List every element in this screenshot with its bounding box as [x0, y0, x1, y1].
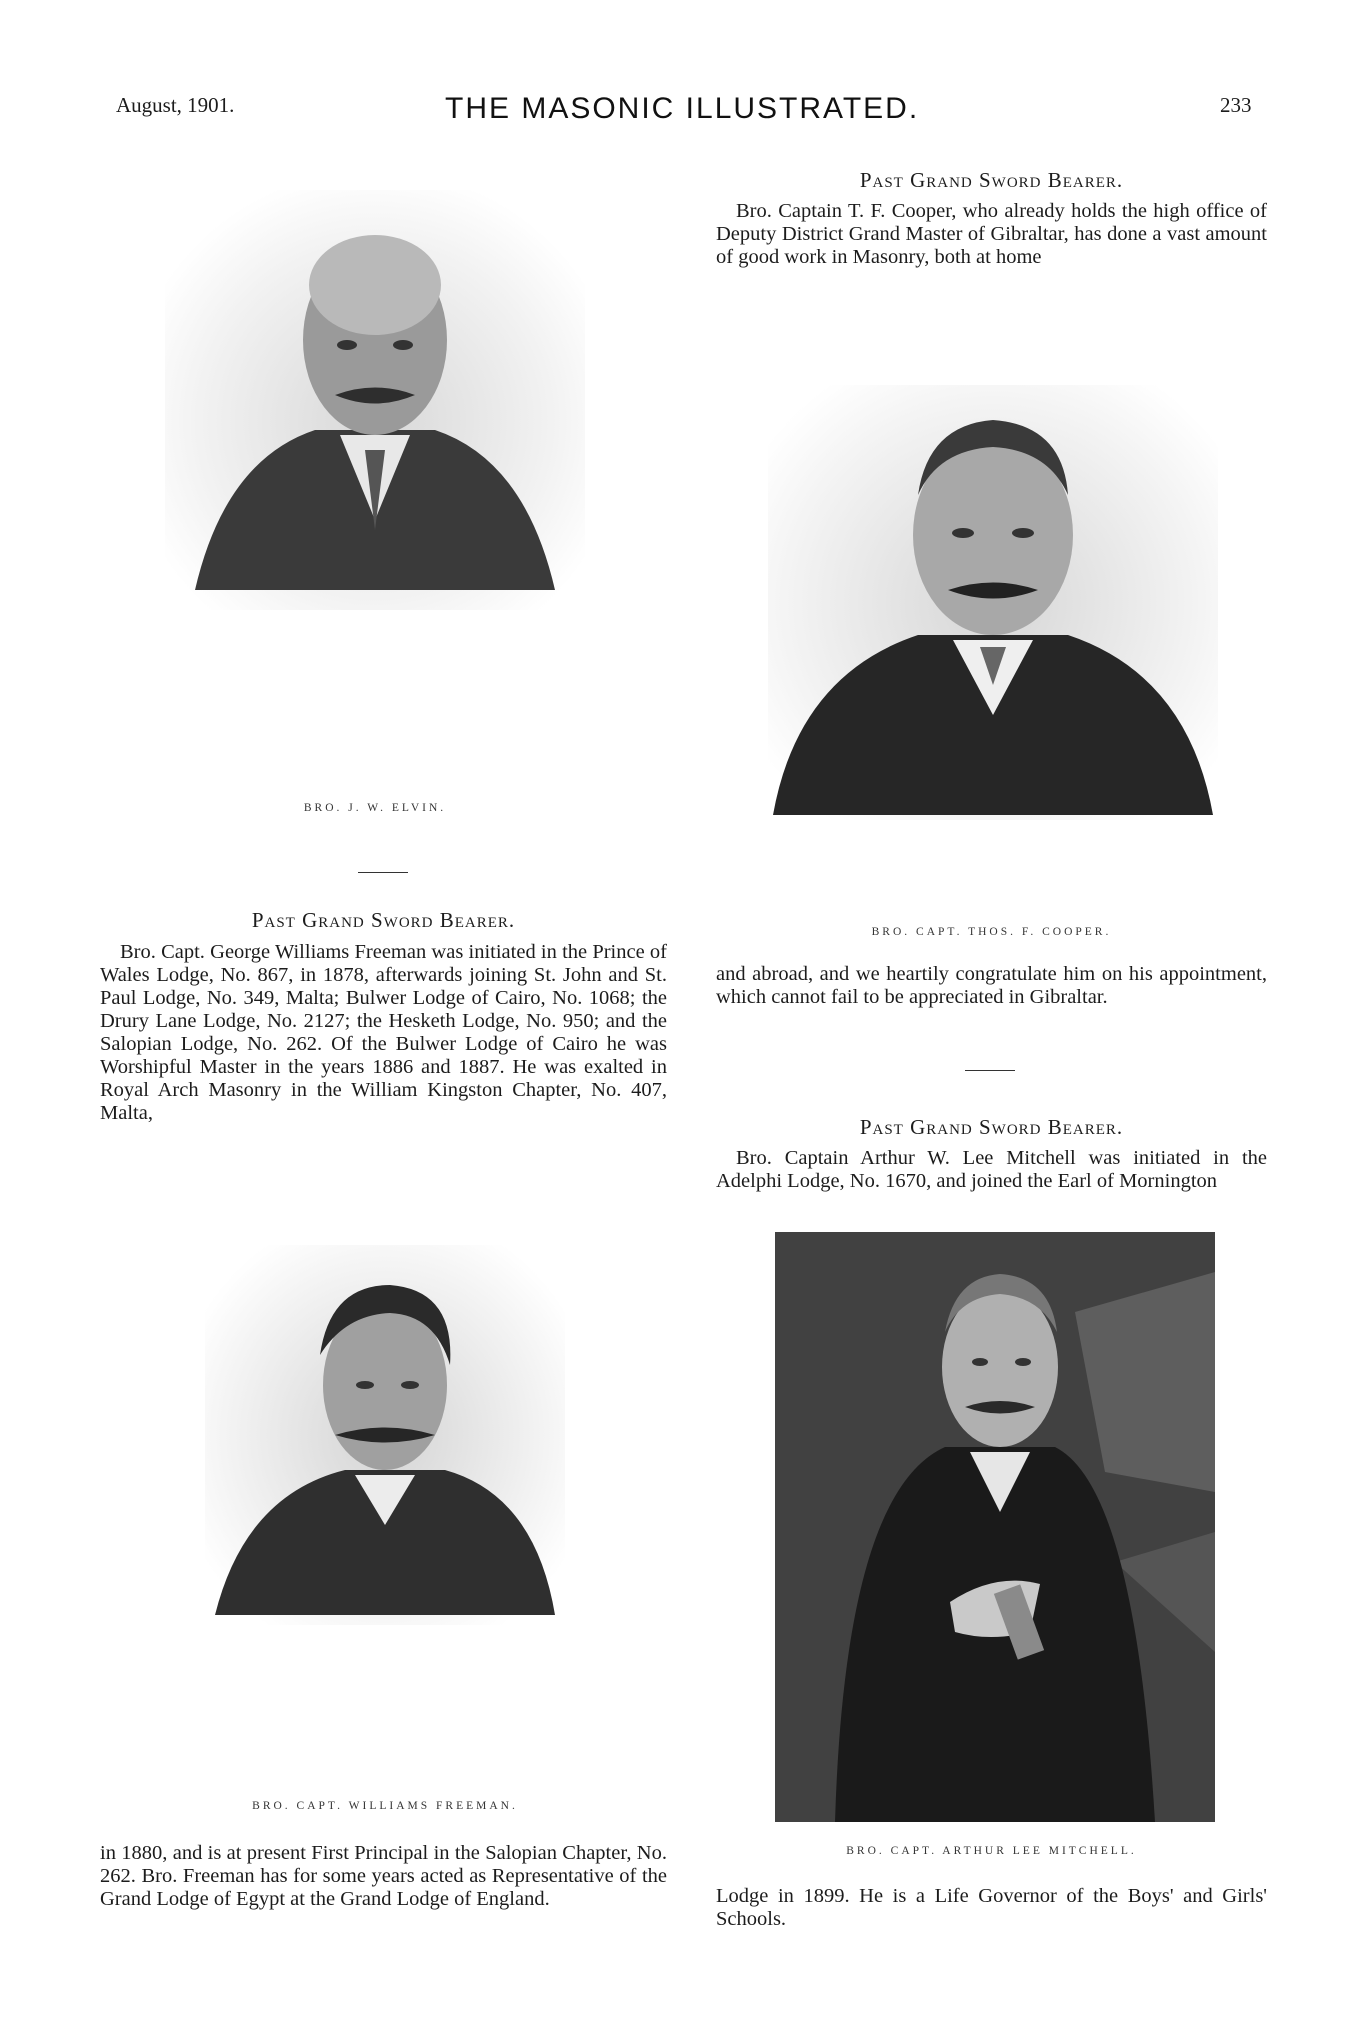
- portrait-freeman-caption: BRO. CAPT. WILLIAMS FREEMAN.: [252, 1800, 518, 1812]
- section-heading-mitchell: Past Grand Sword Bearer.: [859, 1115, 1124, 1139]
- divider-right-1: [965, 1070, 1015, 1071]
- mitchell-paragraph-2: Lodge in 1899. He is a Life Governor of the Boys' and Girls' Schools.: [716, 1885, 1267, 1930]
- issue-date: August, 1901.: [116, 93, 235, 117]
- freeman-paragraph-1: Bro. Capt. George Williams Freeman was initiated in the Prince of Wales Lodge, No. 867, in 1878, afterwards joining St. John and St. Paul Lodge, No. 349, Malta; Bulwer Lodge of Cairo, No. 1068; the Drury Lane Lodge, No. 2127; the Hesketh Lodge, No. 950; and the Salopian Lodge, No. 262. Of the Bulwer Lodge of Cairo he was Worshipful Master in the years 1886 and 1887. He was exalted in Royal Arch Masonry in the William Kingston Chapter, No. 407, Malta,: [100, 941, 667, 1124]
- publication-title: THE MASONIC ILLUSTRATED.: [445, 92, 920, 125]
- cooper-paragraph-1: Bro. Captain T. F. Cooper, who already holds the high office of Deputy District Grand Master of Gibraltar, has done a vast amount of good work in Masonry, both at home: [716, 200, 1267, 268]
- mitchell-paragraph-1: Bro. Captain Arthur W. Lee Mitchell was initiated in the Adelphi Lodge, No. 1670, and joined the Earl of Mornington: [716, 1147, 1267, 1192]
- freeman-paragraph-2: in 1880, and is at present First Principal in the Salopian Chapter, No. 262. Bro. Freeman has for some years acted as Representative of the Grand Lodge of Egypt at the Grand Lodge of England.: [100, 1842, 667, 1910]
- portrait-elvin: [165, 190, 585, 610]
- portrait-mitchell-caption: BRO. CAPT. ARTHUR LEE MITCHELL.: [846, 1845, 1137, 1857]
- portrait-elvin-image: [165, 190, 585, 610]
- portrait-cooper: [768, 385, 1218, 820]
- portrait-mitchell: [775, 1232, 1215, 1822]
- cooper-paragraph-2: and abroad, and we heartily congratulate him on his appointment, which cannot fail to be appreciated in Gibraltar.: [716, 963, 1267, 1008]
- portrait-freeman: [205, 1245, 565, 1625]
- portrait-mitchell-image: [775, 1232, 1215, 1822]
- portrait-freeman-image: [205, 1245, 565, 1625]
- divider-left-1: [358, 872, 408, 873]
- portrait-cooper-image: [768, 385, 1218, 820]
- section-heading-freeman: Past Grand Sword Bearer.: [251, 908, 516, 932]
- page-number: 233: [1220, 93, 1252, 117]
- portrait-cooper-caption: BRO. CAPT. THOS. F. COOPER.: [871, 926, 1112, 938]
- section-heading-cooper: Past Grand Sword Bearer.: [859, 168, 1124, 192]
- portrait-elvin-caption: BRO. J. W. ELVIN.: [303, 802, 447, 814]
